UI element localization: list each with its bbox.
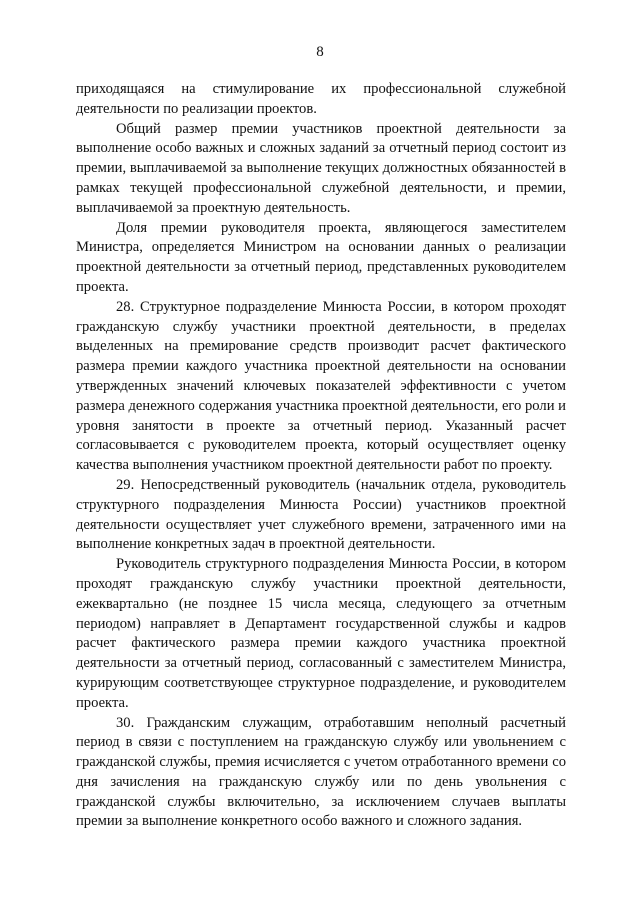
paragraph-item-30: 30. Гражданским служащим, отработавшим неполный расчетный период в связи с поступлением на гражданскую службу или увольнением с гражданской службы, премия исчисляется с учетом отработанного времени со дня зачисления на гражданскую службу или по день увольнения с гражданской службы включительно, за исключением случаев выплаты премии за выполнение конкретного особо важного и сложного задания. [76,714,566,830]
paragraph-item-29: 29. Непосредственный руководитель (начальник отдела, руководитель структурного подразделения Минюста России) участников проектной деятельности осуществляет учет служебного времени, затраченного ими на выполнение конкретных задач в проектной деятельности. [76,476,566,553]
paragraph-item-28: 28. Структурное подразделение Минюста России, в котором проходят гражданскую службу участники проектной деятельности, в пределах выделенных на премирование средств производит расчет фактического размера премии каждого участника проектной деятельности на основании утвержденных значений ключевых показателей эффективности с учетом размера денежного содержания участника проектной деятельности, его роли и уровня занятости в проекте за отчетный период. Указанный расчет согласовывается с руководителем проекта, который осуществляет оценку качества выполнения участником проектной деятельности работ по проекту. [76,298,566,474]
page-number: 8 [316,44,324,60]
paragraph-project-head-share: Доля премии руководителя проекта, являющегося заместителем Министра, определяется Министром на основании данных о реализации проектной деятельности за отчетный период, представленных руководителем проекта. [76,219,566,295]
paragraph-continuation: приходящаяся на стимулирование их профессиональной служебной деятельности по реализации проектов. [76,81,566,117]
document-body [76,80,566,832]
paragraph-head-of-unit: Руководитель структурного подразделения Минюста России, в котором проходят гражданскую службу участники проектной деятельности, ежеквартально (не позднее 15 числа месяца, следующего за отчетным периодом) направляет в Департамент государственной службы и кадров расчет фактического размера премии каждого участника проектной деятельности за отчетный период, согласованный с заместителем Министра, курирующим соответствующее структурное подразделение, и руководителем проекта. [76,556,566,711]
paragraph-total-bonus: Общий размер премии участников проектной деятельности за выполнение особо важных и сложных заданий за отчетный период состоит из премии, выплачиваемой за выполнение текущих должностных обязанностей в рамках текущей профессиональной служебной деятельности, и премии, выплачиваемой за проектную деятельность. [76,120,566,216]
